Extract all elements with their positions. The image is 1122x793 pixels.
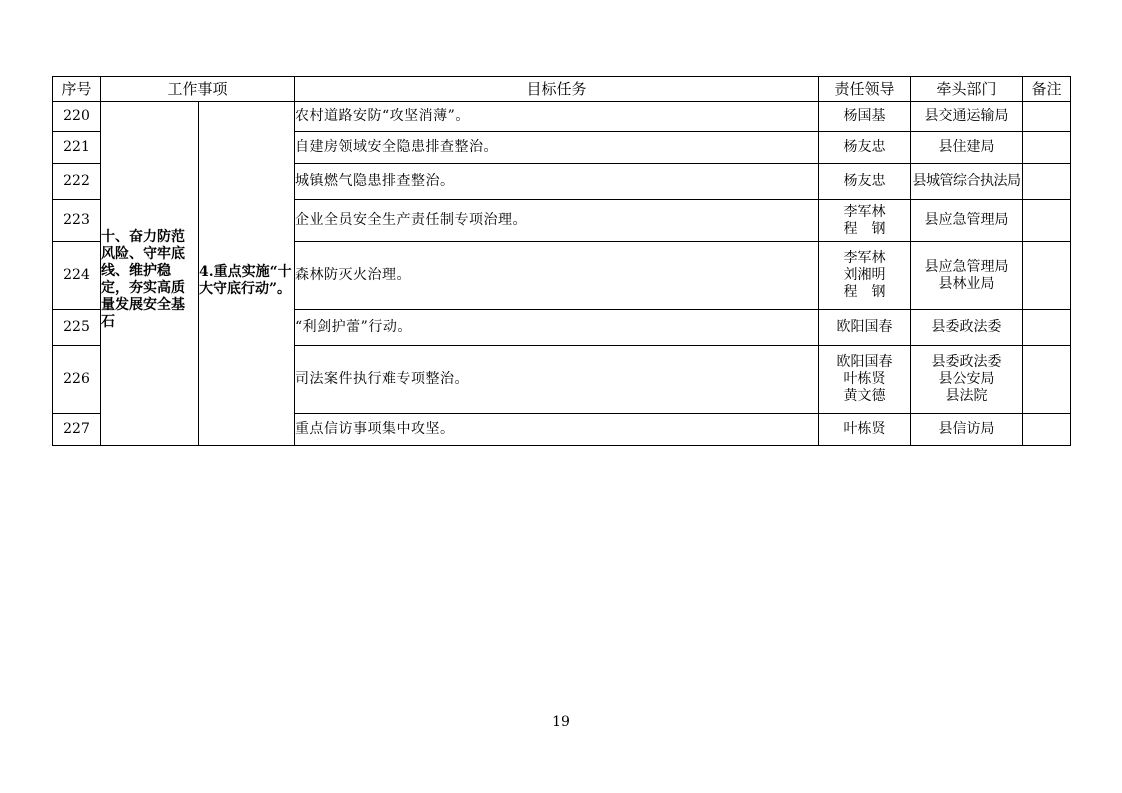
row-leader: 杨友忠	[819, 164, 911, 200]
row-task: “利剑护蕾”行动。	[295, 310, 819, 346]
header-note: 备注	[1023, 77, 1071, 102]
row-task: 自建房领域安全隐患排查整治。	[295, 132, 819, 164]
row-note	[1023, 132, 1071, 164]
row-leader: 李军林 程 钢	[819, 200, 911, 242]
row-dept: 县应急管理局 县林业局	[911, 242, 1023, 310]
row-seq: 224	[53, 242, 101, 310]
row-seq: 221	[53, 132, 101, 164]
row-task: 司法案件执行难专项整治。	[295, 346, 819, 414]
row-task: 重点信访事项集中攻坚。	[295, 414, 819, 446]
row-seq: 225	[53, 310, 101, 346]
row-leader: 杨国基	[819, 102, 911, 132]
row-seq: 227	[53, 414, 101, 446]
row-task: 农村道路安防“攻坚消薄”。	[295, 102, 819, 132]
header-dept: 牵头部门	[911, 77, 1023, 102]
row-note	[1023, 242, 1071, 310]
category-level1	[101, 102, 199, 446]
category-level2	[199, 102, 295, 446]
row-leader: 欧阳国春	[819, 310, 911, 346]
row-task: 城镇燃气隐患排查整治。	[295, 164, 819, 200]
row-note	[1023, 164, 1071, 200]
table-row	[53, 102, 1071, 132]
row-leader: 欧阳国春 叶栋贤 黄文德	[819, 346, 911, 414]
row-leader: 叶栋贤	[819, 414, 911, 446]
header-seq: 序号	[53, 77, 101, 102]
row-dept: 县委政法委	[911, 310, 1023, 346]
row-leader: 杨友忠	[819, 132, 911, 164]
header-leader: 责任领导	[819, 77, 911, 102]
page-number: 19	[552, 714, 570, 730]
row-note	[1023, 200, 1071, 242]
row-dept: 县住建局	[911, 132, 1023, 164]
header-target: 目标任务	[295, 77, 819, 102]
row-note	[1023, 310, 1071, 346]
row-dept: 县信访局	[911, 414, 1023, 446]
row-seq: 222	[53, 164, 101, 200]
category-level1-text: 十、奋力防范风险、守牢底线、维护稳定，夯实高质量发展安全基石	[101, 228, 185, 330]
row-seq: 223	[53, 200, 101, 242]
row-note	[1023, 102, 1071, 132]
header-work-item: 工作事项	[101, 77, 295, 102]
row-dept: 县交通运输局	[911, 102, 1023, 132]
row-leader: 李军林 刘湘明 程 钢	[819, 242, 911, 310]
row-task: 森林防灭火治理。	[295, 242, 819, 310]
task-table	[52, 76, 1071, 446]
row-dept: 县城管综合执法局	[911, 164, 1023, 200]
row-seq: 226	[53, 346, 101, 414]
row-note	[1023, 414, 1071, 446]
row-note	[1023, 346, 1071, 414]
header-row	[53, 77, 1071, 102]
row-dept: 县应急管理局	[911, 200, 1023, 242]
row-seq: 220	[53, 102, 101, 132]
row-task: 企业全员安全生产责任制专项治理。	[295, 200, 819, 242]
row-dept: 县委政法委 县公安局 县法院	[911, 346, 1023, 414]
category-level2-text: 4.重点实施“十大守底行动”。	[199, 263, 292, 297]
